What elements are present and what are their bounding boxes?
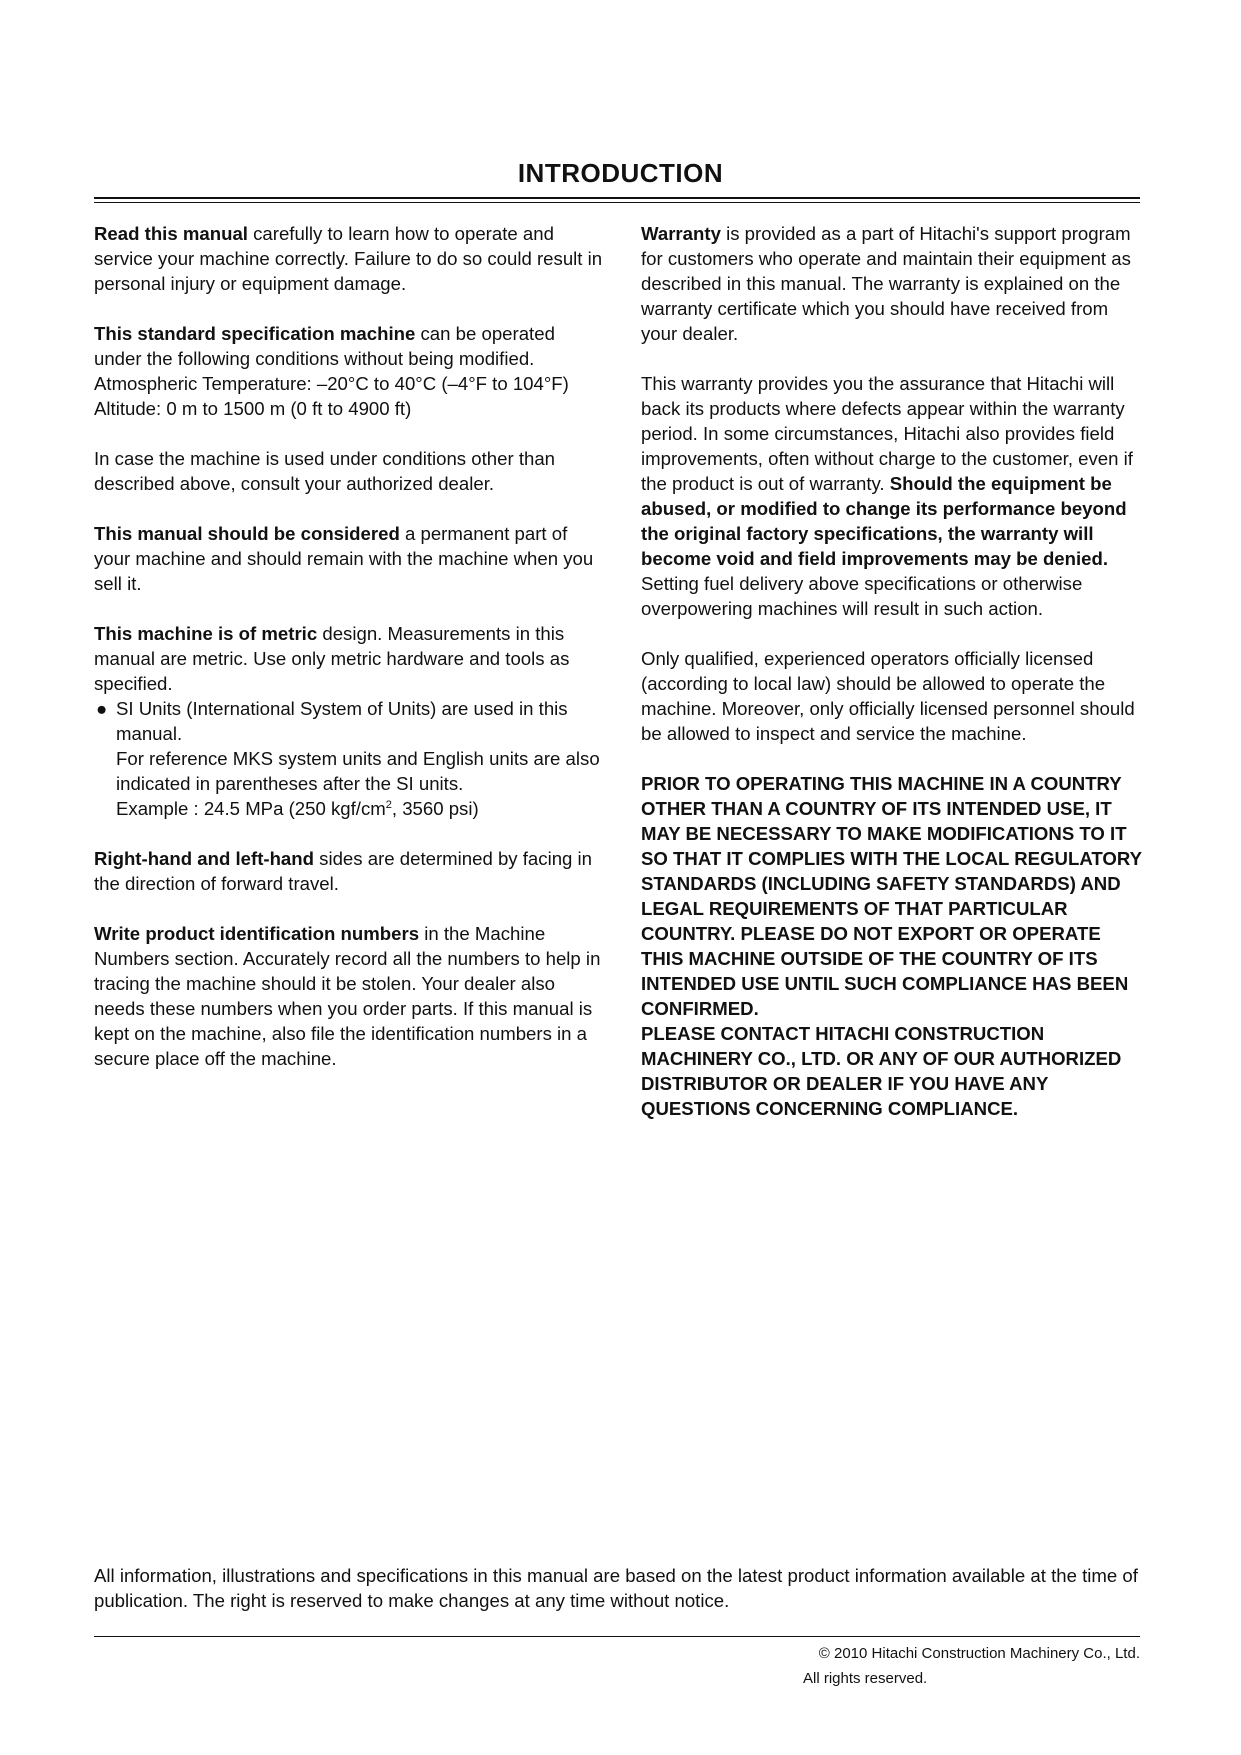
units-example: Example : 24.5 MPa (250 kgf/$cm^2$, 3560 psi) [116,798,479,819]
export-compliance-warning: PRIOR TO OPERATING THIS MACHINE IN A COUNTRY OTHER THAN A COUNTRY OF ITS INTENDED USE, IT MAY BE NECESSARY TO MAKE MODIFICATIONS TO IT SO THAT IT COMPLIES WITH THE LOCAL REGULATORY STANDARDS (INCLUDING SAFETY STANDARDS) AND LEGAL REQUIREMENTS OF THAT PARTICULAR COUNTRY. PLEASE DO NOT EXPORT OR OPERATE THIS MACHINE OUTSIDE OF THE COUNTRY OF ITS INTENDED USE UNTIL SUCH COMPLIANCE HAS BEEN CONFIRMED. [641,773,1142,1019]
altitude-range: Altitude: 0 m to 1500 m (0 ft to 4900 ft) [94,398,412,419]
metric-design-paragraph: This machine is of metric design. Measurements in this manual are metric. Use only metric hardware and tools as specified. [94,623,570,694]
si-units-bullet: ● SI Units (International System of Units) are used in this manual. For reference MKS system units and English units are also indicated in parentheses after the SI units. Example : 24.5 MPa (250 kgf/$cm^2$, 3560 psi) [96,698,600,819]
manual-permanent-paragraph: This manual should be considered a permanent part of your machine and should remain with the machine when you sell it. [94,523,594,594]
header-rule-thin [94,202,1140,203]
header-rule-thick [94,197,1140,199]
identification-numbers-paragraph: Write product identification numbers in the Machine Numbers section. Accurately record all the numbers to help in tracing the machine should it be stolen. Your dealer also needs these numbers when you order parts. If this manual is kept on the machine, also file the identification numbers in a secure place off the machine. [94,923,601,1069]
standard-spec-paragraph: This standard specification machine can be operated under the following conditions without being modified. Atmospheric Temperature: –20°C to 40°C (–4°F to 104°F) Altitude: 0 m to 1500 m (0 ft to 4900 ft) [94,323,569,419]
read-manual-paragraph: Read this manual carefully to learn how to operate and service your machine correctly. Failure to do so could result in personal injury or equipment damage. [94,223,603,294]
right-column [641,221,1146,1146]
warranty-paragraph: Warranty is provided as a part of Hitachi's support program for customers who operate and maintain their equipment as described in this manual. The warranty is explained on the warranty certificate which you should have received from your dealer. [641,223,1131,344]
contact-hitachi-notice: PLEASE CONTACT HITACHI CONSTRUCTION MACHINERY CO., LTD. OR ANY OF OUR AUTHORIZED DISTRIBUTOR OR DEALER IF YOU HAVE ANY QUESTIONS CONCERNING COMPLIANCE. [641,1023,1122,1119]
rights-reserved: All rights reserved. [803,1670,928,1687]
left-column [94,221,606,1096]
qualified-operators-paragraph: Only qualified, experienced operators officially licensed (according to local law) should be allowed to operate the machine. Moreover, only officially licensed personnel should be allowed to inspect and service the machine. [641,648,1135,744]
temperature-range: Atmospheric Temperature: –20°C to 40°C (–4°F to 104°F) [94,373,569,394]
right-left-hand-paragraph: Right-hand and left-hand sides are determined by facing in the direction of forward travel. [94,848,593,894]
footer-rule [94,1636,1140,1637]
page-title: INTRODUCTION [517,158,724,188]
warranty-assurance-paragraph: This warranty provides you the assurance that Hitachi will back its products where defects appear within the warranty period. In some circumstances, Hitachi also provides field improvements, often without charge to the customer, even if the product is out of warranty. Should the equipment be abused, or modified to change its performance beyond the original factory specifications, the warranty will become void and field improvements may be denied. Setting fuel delivery above specifications or otherwise overpowering machines will result in such action. [641,373,1133,619]
publication-notice: All information, illustrations and specifications in this manual are based on the latest product information available at the time of publication. The right is reserved to make changes at any time without notice. [94,1565,1138,1611]
copyright-notice: © 2010 Hitachi Construction Machinery Co., Ltd. [818,1645,1140,1662]
other-conditions-paragraph: In case the machine is used under conditions other than described above, consult your authorized dealer. [94,448,556,494]
bullet-dot-icon: ● [96,698,108,719]
